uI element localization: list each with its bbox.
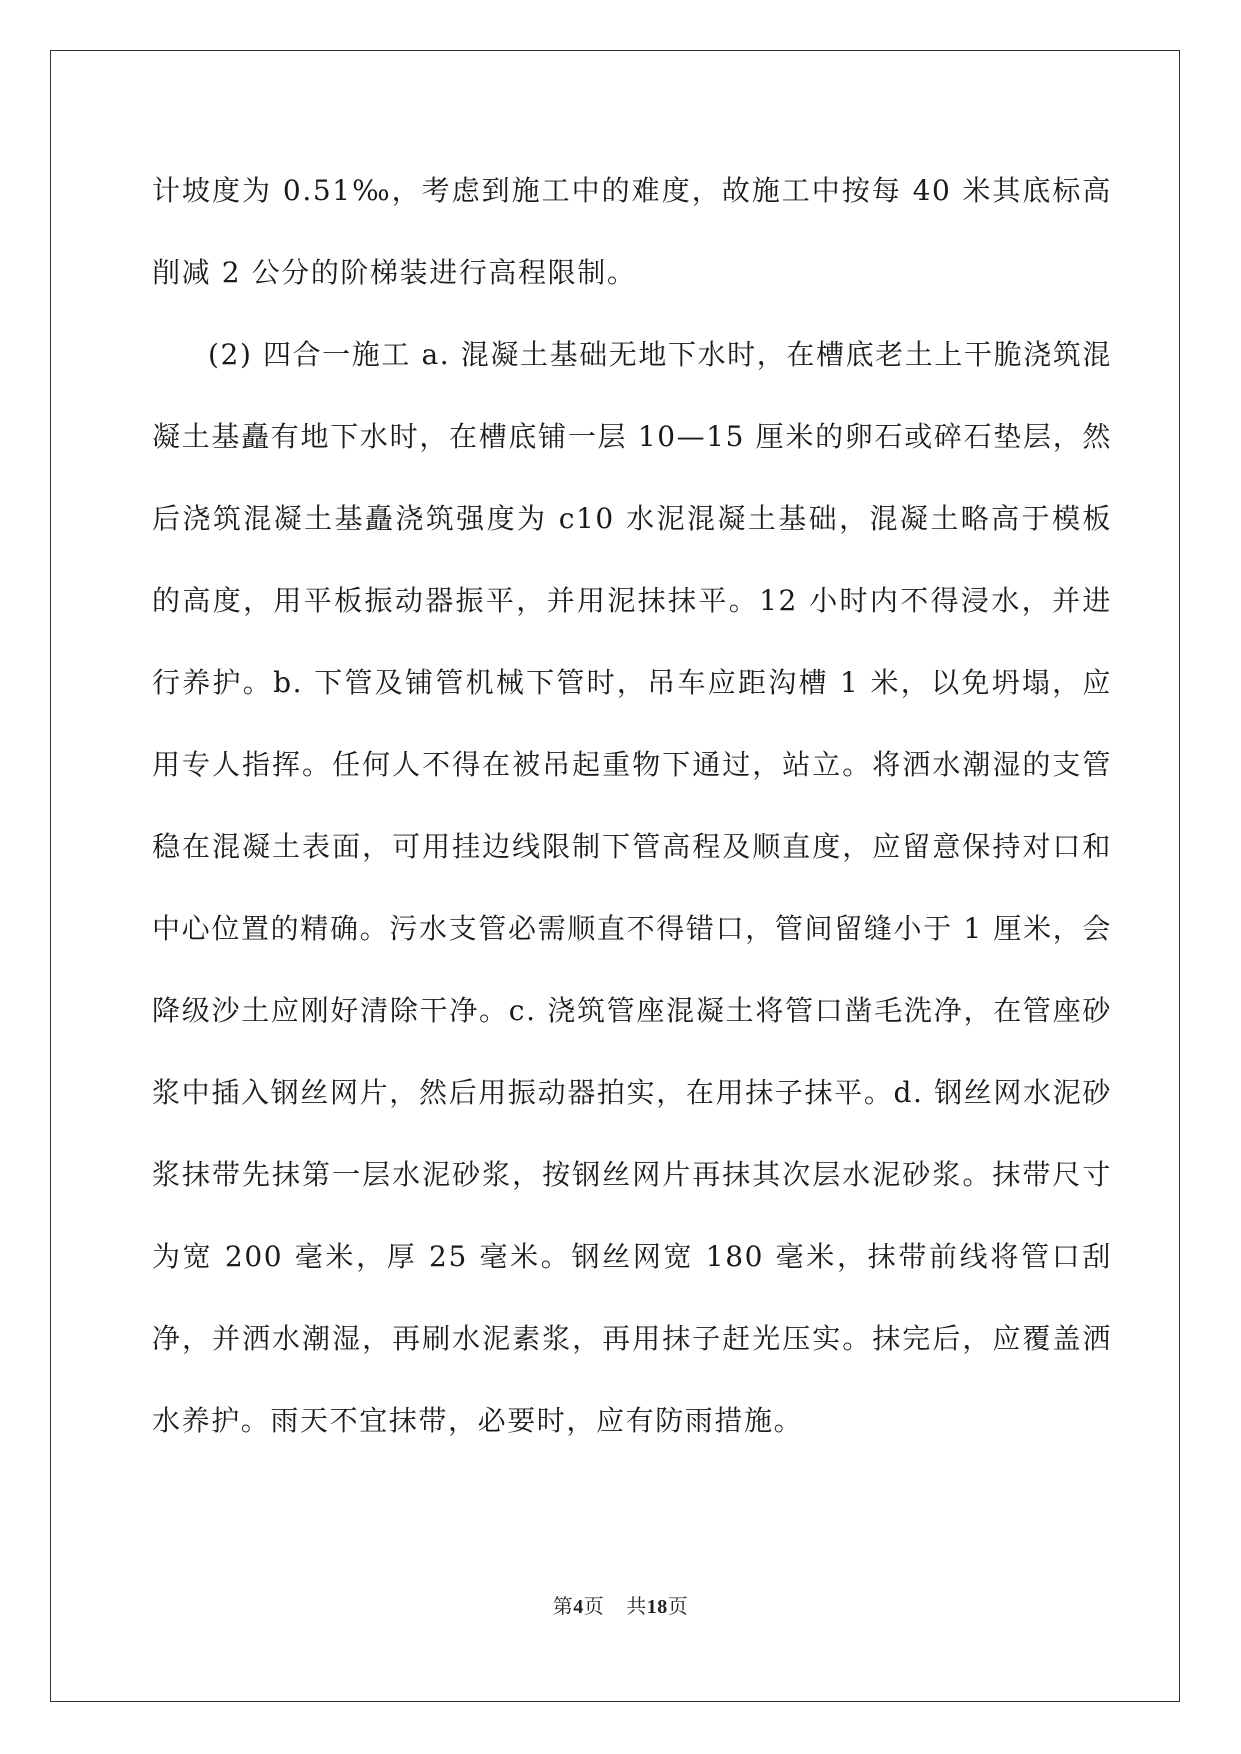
footer-page-prefix: 第 bbox=[552, 1594, 574, 1618]
footer-page-number: 4 bbox=[573, 1596, 584, 1618]
document-body bbox=[152, 150, 1112, 1462]
paragraph-slope: 计坡度为 0.51‰，考虑到施工中的难度，故施工中按每 40 米其底标高削减 2 公分的阶梯装进行高程限制。 bbox=[152, 174, 1112, 289]
page-footer bbox=[0, 1590, 1241, 1619]
footer-page-suffix: 页 bbox=[583, 1594, 605, 1618]
footer-total-prefix: 共 bbox=[626, 1594, 647, 1618]
footer-total-suffix: 页 bbox=[667, 1594, 689, 1618]
footer-total-pages: 18 bbox=[646, 1596, 668, 1618]
paragraph-construction: (2) 四合一施工 a. 混凝土基础无地下水时，在槽底老土上干脆浇筑混凝土基矗有地下水时，在槽底铺一层 10—15 厘米的卵石或碎石垫层，然后浇筑混凝土基矗浇筑强度为 c10 水泥混凝土基础，混凝土略高于模板的高度，用平板振动器振平，并用泥抹抹平。12 小时内不得浸水，并进行养护。b. 下管及铺管机械下管时，吊车应距沟槽 1 米，以免坍塌，应用专人指挥。任何人不得在被吊起重物下通过，站立。将洒水潮湿的支管稳在混凝土表面，可用挂边线限制下管高程及顺直度，应留意保持对口和中心位置的精确。污水支管必需顺直不得错口，管间留缝小于 1 厘米，会降级沙土应刚好清除干净。c. 浇筑管座混凝土将管口凿毛洗净，在管座砂浆中插入钢丝网片，然后用振动器拍实，在用抹子抹平。d. 钢丝网水泥砂浆抹带先抹第一层水泥砂浆，按钢丝网片再抹其次层水泥砂浆。抹带尺寸为宽 200 毫米，厚 25 毫米。钢丝网宽 180 毫米，抹带前线将管口刮净，并洒水潮湿，再刷水泥素浆，再用抹子赶光压实。抹完后，应覆盖洒水养护。雨天不宜抹带，必要时，应有防雨措施。 bbox=[152, 338, 1112, 1437]
